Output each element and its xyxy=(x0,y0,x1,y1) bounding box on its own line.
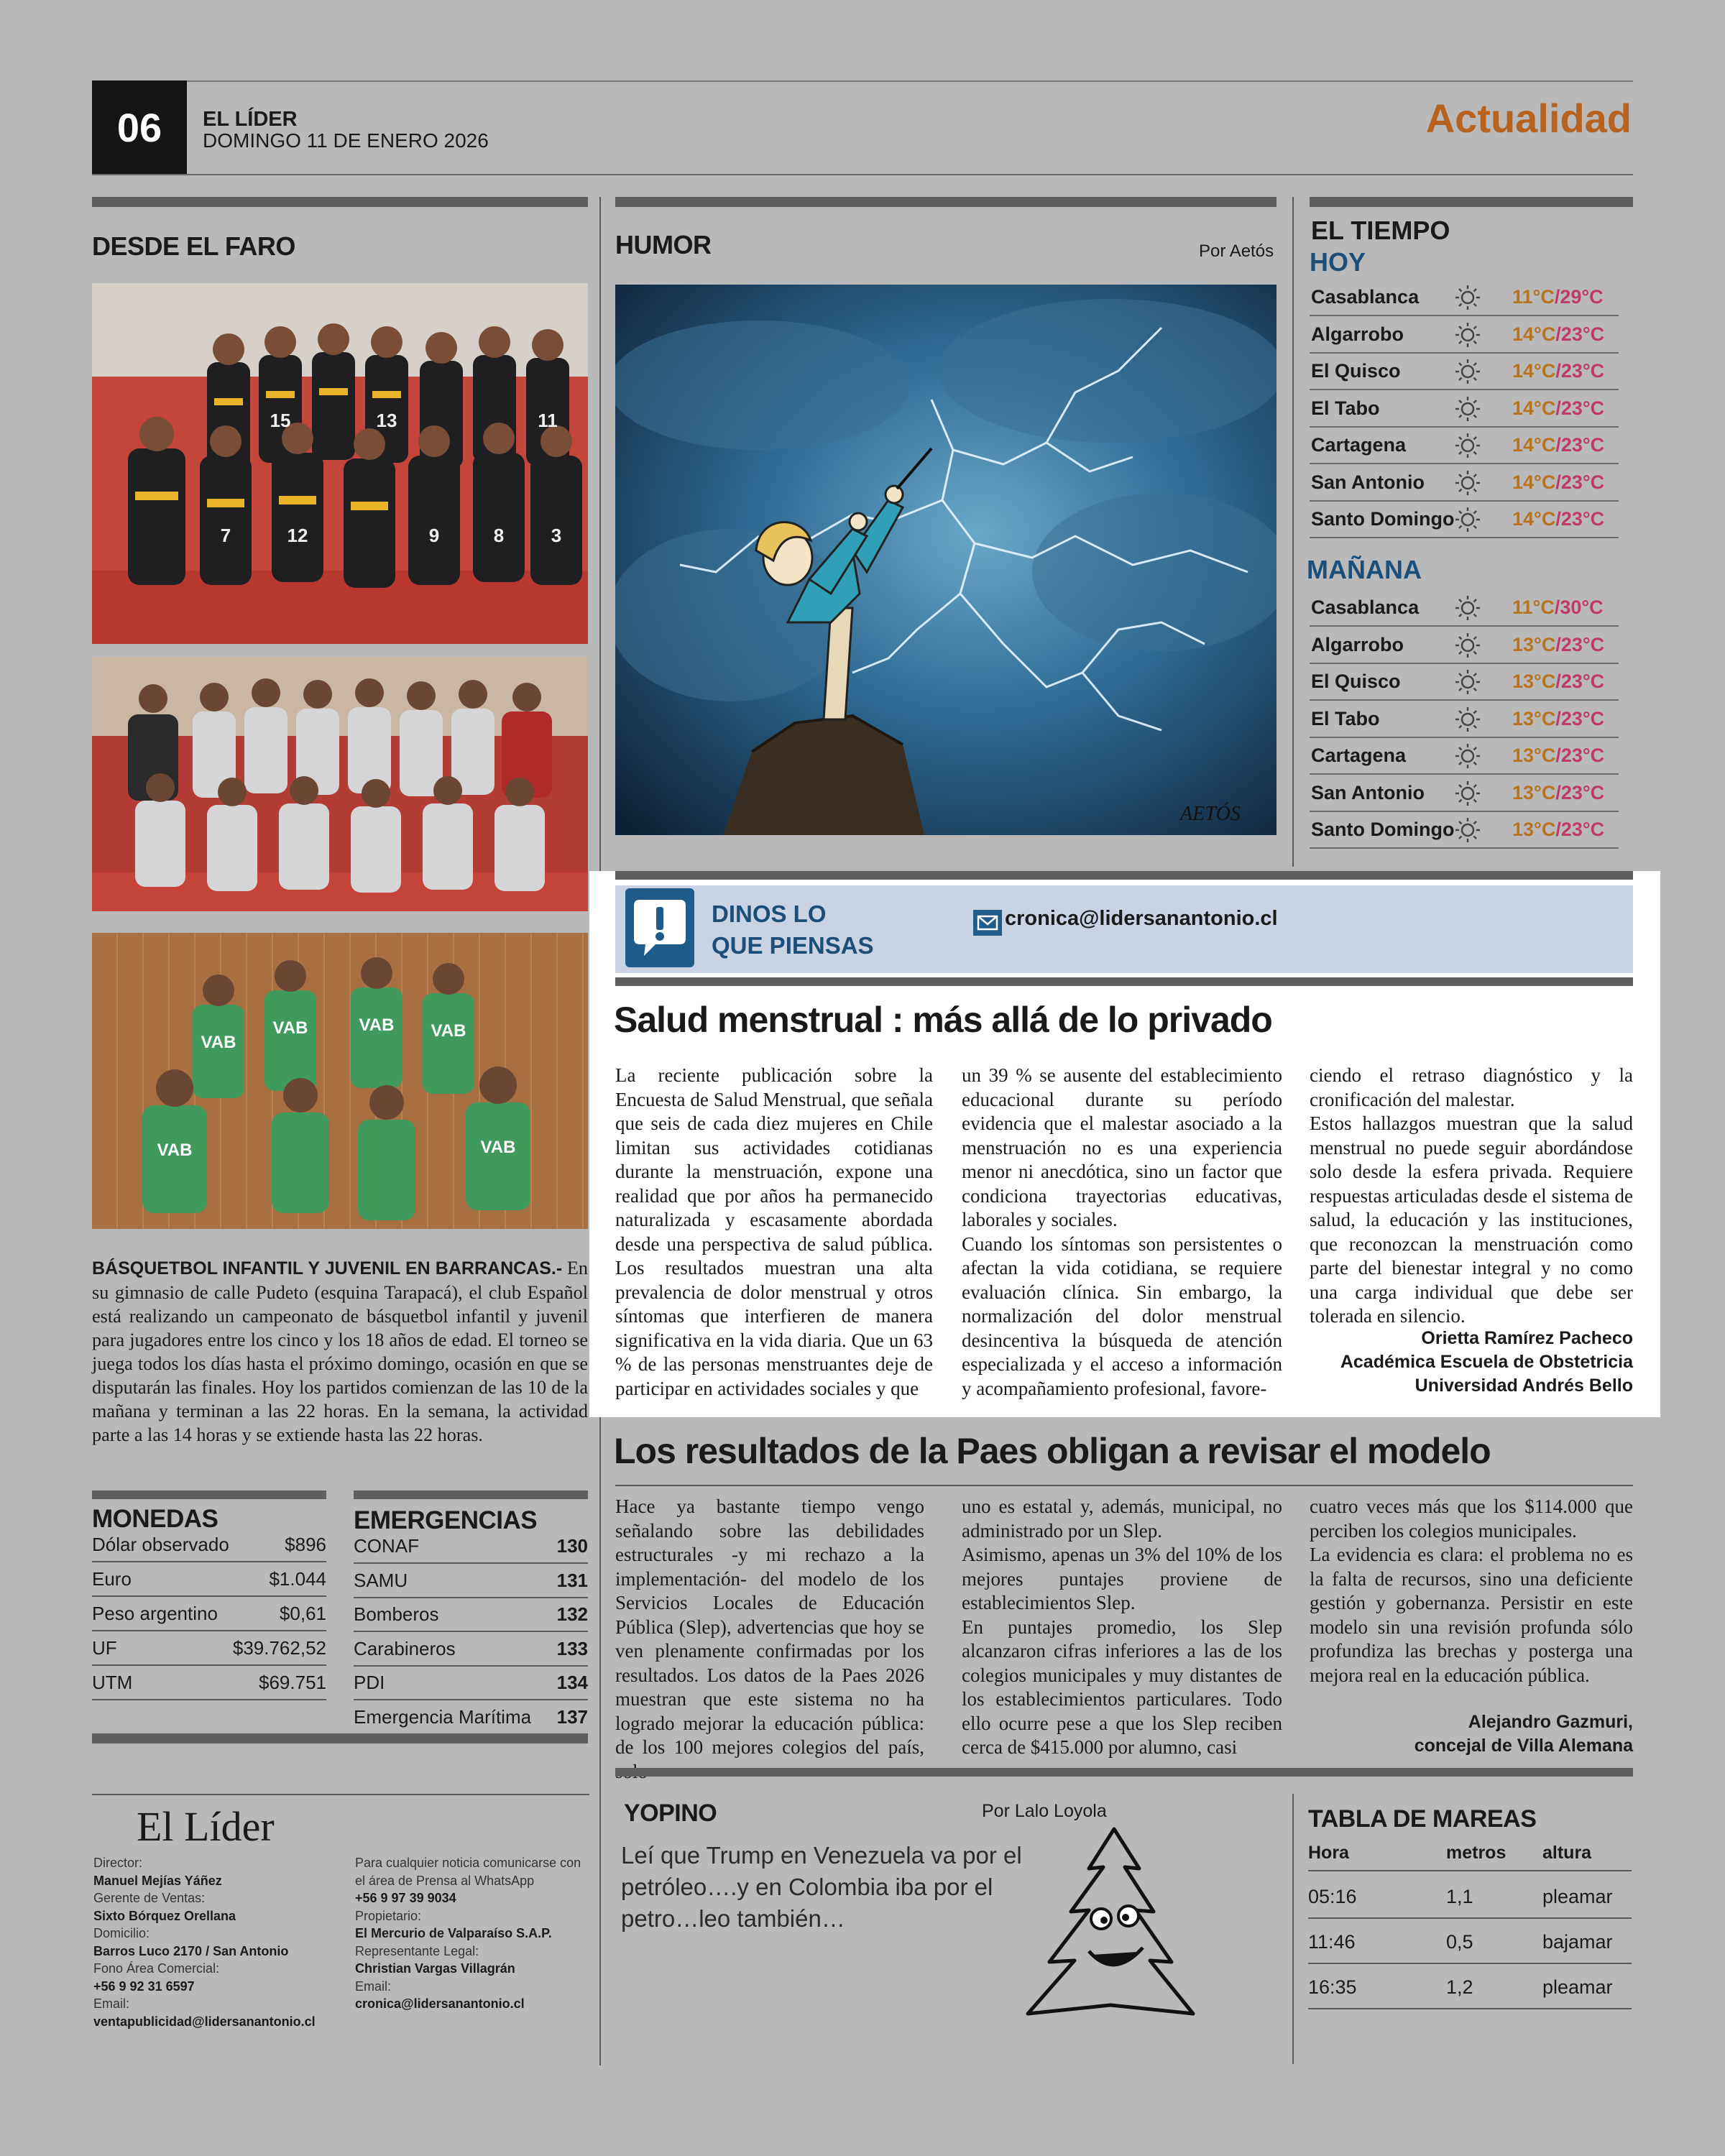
monedas-value: $1.044 xyxy=(269,1568,326,1590)
humor-author: Por Aetós xyxy=(1199,241,1274,261)
mareas-header-metros: metros xyxy=(1446,1843,1506,1863)
emergencias-row xyxy=(354,1667,588,1700)
sun-icon xyxy=(1453,816,1482,844)
page-number: 06 xyxy=(92,80,187,174)
monedas-label: UTM xyxy=(92,1672,133,1693)
sun-icon xyxy=(1453,742,1482,770)
mareas-altura: pleamar xyxy=(1542,1886,1613,1907)
weather-temp xyxy=(1512,708,1604,730)
weather-city: Algarrobo xyxy=(1311,323,1404,345)
staff-label: Propietario: xyxy=(355,1908,422,1923)
monedas-label: Euro xyxy=(92,1568,132,1590)
humor-top-bar xyxy=(615,197,1276,207)
article1-title: Salud menstrual : más allá de lo privado xyxy=(614,1000,1272,1040)
weather-title: EL TIEMPO xyxy=(1311,216,1450,245)
temp-min: 14°C xyxy=(1512,434,1556,456)
weather-row xyxy=(1310,665,1619,701)
temp-max: /29°C xyxy=(1554,286,1604,308)
jersey-number: 12 xyxy=(287,525,308,546)
weather-row xyxy=(1310,392,1619,428)
emergencias-label: PDI xyxy=(354,1672,385,1693)
weather-temp xyxy=(1512,397,1604,420)
yopino-author: Por Lalo Loyola xyxy=(982,1801,1107,1821)
cartoon-signature: AETÓS xyxy=(1180,803,1241,825)
faro-caption-head: BÁSQUETBOL INFANTIL Y JUVENIL EN BARRANCAS.- xyxy=(92,1258,563,1279)
temp-max: /23°C xyxy=(1555,471,1605,493)
sun-icon xyxy=(1453,431,1482,460)
weather-row xyxy=(1310,354,1619,390)
weather-temp xyxy=(1512,634,1604,656)
emergencias-value: 131 xyxy=(556,1569,588,1591)
weather-city: Cartagena xyxy=(1311,434,1407,456)
article2-paragraph: Hace ya bastante tiempo vengo señalando sobre las debilidades estructurales -y mi rechazo a la implementación- del modelo de los Servicios Locales de Educación Pública (Slep), advertencias que hoy se ven plenamente confirmadas por los resultados. Los datos de la Paes 2026 muestran que este sistema no ha logrado mejorar la educación pública: de los 100 mejores colegios del país, xyxy=(615,1496,924,1758)
temp-min: 13°C xyxy=(1512,707,1556,729)
monedas-row xyxy=(92,1667,326,1700)
yopino-title: YOPINO xyxy=(624,1800,717,1827)
exclamation-icon xyxy=(625,888,694,967)
staff-label: Para cualquier noticia comunicarse con el área de Prensa al WhatsApp xyxy=(355,1856,581,1888)
emergencias-value: 134 xyxy=(556,1672,588,1693)
weather-temp xyxy=(1512,745,1604,767)
weather-city: San Antonio xyxy=(1311,781,1425,803)
monedas-row xyxy=(92,1564,326,1597)
sun-icon xyxy=(1453,357,1482,386)
emergencias-label: CONAF xyxy=(354,1535,419,1557)
faro-title: DESDE EL FARO xyxy=(92,231,295,261)
el-lider-logo: El Líder xyxy=(137,1803,275,1850)
sun-icon xyxy=(1453,283,1482,312)
mareas-hora: 16:35 xyxy=(1308,1976,1357,1998)
yopino-text: Leí que Trump en Venezuela va por el petróleo….y en Colombia iba por el petro…leo también… xyxy=(621,1842,1022,1932)
dinos-label-line1: DINOS LO xyxy=(712,900,827,927)
team-photo-1 xyxy=(92,283,588,644)
column-divider xyxy=(1292,197,1294,867)
jersey-number: 11 xyxy=(538,410,558,431)
article2-signature xyxy=(1414,1710,1633,1758)
team-photo-3 xyxy=(92,933,588,1229)
article2-paragraph: uno es estatal y, además, municipal, no administrado por un Slep. xyxy=(962,1496,1282,1542)
header-top-rule xyxy=(92,80,1633,82)
emergencias-value: 133 xyxy=(556,1637,588,1659)
temp-min: 11°C xyxy=(1512,286,1555,308)
article1-paragraph: Cuando los síntomas son persistentes o afectan la vida cotidiana, se requiere evaluación clínica. Sin embargo, la normalización del dolor menstrual desincentiva la búsqueda de atención especializada y el acceso a información y acompañamiento profesional, favore- xyxy=(962,1233,1282,1399)
temp-min: 14°C xyxy=(1512,323,1556,345)
article1-col3 xyxy=(1310,1064,1633,1329)
weather-row xyxy=(1310,591,1619,627)
article1-role: Académica Escuela de Obstetricia xyxy=(1340,1352,1633,1372)
weather-row xyxy=(1310,702,1619,738)
tables-bottom-bar xyxy=(92,1733,588,1743)
temp-min: 14°C xyxy=(1512,360,1556,382)
jersey-text: VAB xyxy=(359,1015,395,1035)
emergencias-title: EMERGENCIAS xyxy=(354,1506,538,1534)
monedas-label: Peso argentino xyxy=(92,1603,218,1624)
tree-cartoon xyxy=(1021,1825,1200,2027)
monedas-row xyxy=(92,1598,326,1631)
staff-label: Director: xyxy=(93,1856,143,1870)
sun-icon xyxy=(1453,668,1482,696)
dinos-label-line2: QUE PIENSAS xyxy=(712,932,874,959)
weather-temp xyxy=(1512,360,1604,382)
monedas-value: $69.751 xyxy=(259,1672,326,1693)
dinos-email[interactable]: cronica@lidersanantonio.cl xyxy=(1005,907,1278,930)
jersey-number: 7 xyxy=(220,525,231,546)
article1-paragraph: ciendo el retraso diagnóstico y la cronificación del malestar. xyxy=(1310,1064,1633,1110)
temp-min: 11°C xyxy=(1512,596,1555,618)
weather-temp xyxy=(1512,434,1604,456)
temp-max: /23°C xyxy=(1555,397,1605,419)
emergencias-row xyxy=(354,1531,588,1564)
jersey-text: VAB xyxy=(201,1033,236,1052)
temp-max: /23°C xyxy=(1555,434,1605,456)
weather-city: Santo Domingo xyxy=(1311,819,1455,840)
emergencias-value: 137 xyxy=(556,1705,588,1728)
temp-max: /30°C xyxy=(1554,596,1604,618)
staff-value: cronica@lidersanantonio.cl xyxy=(355,1996,525,2011)
staff-value: Christian Vargas Villagrán xyxy=(355,1961,515,1976)
article2-paragraph: La evidencia es clara: el problema no es la falta de recursos, sino una deficiente gestión y gobernanza. Persistir en este modelo sin una revisión profunda sólo profundiza las brechas y posterga una mejora real en la educación pública. xyxy=(1310,1544,1633,1686)
jersey-text: VAB xyxy=(480,1138,516,1157)
emergencias-label: SAMU xyxy=(354,1569,408,1591)
monedas-top-bar xyxy=(92,1491,326,1499)
mareas-altura: bajamar xyxy=(1542,1931,1613,1953)
staff-value: El Mercurio de Valparaíso S.A.P. xyxy=(355,1926,552,1940)
staff-label: Email: xyxy=(355,1978,392,1994)
article1-paragraph: La reciente publicación sobre la Encuesta de Salud Menstrual, que señala que seis de cada diez mujeres en Chile limitan sus actividades cotidianas durante la menstruación, expone una realidad que por años ha permanecido naturalizada y escasamente abordada desde una perspectiva de salud pública. Los resultados muestran una alta prevalencia de dolor menstrual y otros síntomas que interfieren de manera significativa en la vida diaria. Que un 63 % de las personas menstruantes deje de participar en actividades sociales y que xyxy=(615,1064,933,1399)
jersey-text: VAB xyxy=(272,1018,308,1038)
monedas-value: $39.762,52 xyxy=(232,1637,326,1659)
weather-temp xyxy=(1512,323,1604,346)
article1-paragraph: un 39 % se ausente del establecimiento educacional durante su período evidencia que el malestar asociado a la menstruación no es una experiencia menor ni anecdótica, sino un factor que condiciona trayectorias educativas, laborales y sociales. xyxy=(962,1064,1282,1230)
weather-temp xyxy=(1512,671,1604,693)
header-bottom-rule xyxy=(92,174,1633,175)
monedas-value: $0,61 xyxy=(279,1603,326,1624)
sun-icon xyxy=(1453,705,1482,734)
monedas-title: MONEDAS xyxy=(92,1505,218,1533)
article2-author: Alejandro Gazmuri, xyxy=(1468,1712,1633,1732)
temp-max: /23°C xyxy=(1555,819,1605,840)
temp-min: 13°C xyxy=(1512,819,1556,840)
weather-city: San Antonio xyxy=(1311,471,1425,493)
emergencias-top-bar xyxy=(354,1491,588,1499)
monedas-label: Dólar observado xyxy=(92,1534,229,1555)
faro-caption xyxy=(92,1256,588,1447)
temp-min: 14°C xyxy=(1512,471,1556,493)
mareas-title: TABLA DE MAREAS xyxy=(1308,1805,1537,1833)
jersey-number: 9 xyxy=(428,525,440,546)
staff-value: +56 9 92 31 6597 xyxy=(93,1978,195,1994)
temp-min: 14°C xyxy=(1512,508,1556,530)
temp-min: 13°C xyxy=(1512,671,1556,692)
weather-tomorrow-label: MAÑANA xyxy=(1307,555,1422,584)
article2-paragraph: En puntajes promedio, los Slep alcanzaron cifras inferiores a las de los colegios municipales y muy distantes de los establecimientos particulares. Todo ello ocurre pese a que los Slep reciben cerca de $415.000 por alumno, casi xyxy=(962,1616,1282,1758)
jersey-text: VAB xyxy=(157,1141,193,1160)
weather-city: Santo Domingo xyxy=(1311,508,1455,530)
team-photo-2 xyxy=(92,657,588,911)
mareas-altura: pleamar xyxy=(1542,1976,1613,1998)
temp-max: /23°C xyxy=(1555,745,1605,766)
weather-temp xyxy=(1512,596,1604,619)
staff-top-rule xyxy=(92,1794,589,1795)
dinos-label xyxy=(712,898,874,962)
weather-city: Casablanca xyxy=(1311,596,1420,618)
staff-label: Email: xyxy=(93,1996,130,2011)
emergencias-row xyxy=(354,1599,588,1632)
article2-col2 xyxy=(962,1495,1282,1760)
faro-caption-body: En su gimnasio de calle Pudeto (esquina Tarapacá), el club Español está realizando un campeonato de básquetbol infantil y juvenil para jugadores entre los cinco y los 18 años de edad. El torneo se juega todos los días hasta el próximo domingo, ocasión en que se disputarán las finales. Hoy los partidos comienzan de las 10 de la mañana y terminan a las 22 horas. En la semana, la actividad parte a las 14 horas y se extiende hasta las 22 horas. xyxy=(92,1258,588,1445)
mareas-header-altura: altura xyxy=(1542,1843,1592,1863)
weather-row xyxy=(1310,739,1619,775)
staff-label: Fono Área Comercial: xyxy=(93,1961,220,1976)
weather-row xyxy=(1310,813,1619,849)
temp-min: 13°C xyxy=(1512,745,1556,766)
mareas-metros: 0,5 xyxy=(1446,1931,1473,1953)
paper-name: EL LÍDER xyxy=(203,108,298,131)
column-divider xyxy=(1292,1794,1294,2064)
weather-city: El Tabo xyxy=(1311,397,1380,419)
sun-icon xyxy=(1453,321,1482,349)
temp-max: /23°C xyxy=(1555,707,1605,729)
mareas-header xyxy=(1308,1841,1632,1871)
article2-paragraph: cuatro veces más que los $114.000 que perciben los colegios municipales. xyxy=(1310,1496,1633,1542)
article2-col1 xyxy=(615,1495,924,1784)
staff-label: Domicilio: xyxy=(93,1926,150,1940)
monedas-value: $896 xyxy=(285,1534,326,1555)
weather-row xyxy=(1310,502,1619,538)
staff-value: Sixto Bórquez Orellana xyxy=(93,1908,236,1923)
staff-value: Manuel Mejías Yáñez xyxy=(93,1873,222,1888)
lower-top-bar xyxy=(615,1768,1633,1777)
temp-max: /23°C xyxy=(1555,633,1605,655)
weather-row xyxy=(1310,466,1619,502)
article2-title-rule xyxy=(615,1485,1633,1486)
temp-max: /23°C xyxy=(1555,671,1605,692)
emergencias-row xyxy=(354,1702,588,1735)
staff-value: +56 9 97 39 9034 xyxy=(355,1891,456,1905)
humor-title: HUMOR xyxy=(615,230,712,259)
issue-date: DOMINGO 11 DE ENERO 2026 xyxy=(203,129,489,152)
temp-min: 13°C xyxy=(1512,781,1556,803)
weather-temp xyxy=(1512,471,1604,494)
mareas-metros: 1,2 xyxy=(1446,1976,1473,1998)
mareas-hora: 05:16 xyxy=(1308,1886,1357,1907)
staff-left xyxy=(93,1854,345,2030)
mareas-row xyxy=(1308,1918,1632,1964)
emergencias-row xyxy=(354,1565,588,1598)
weather-temp xyxy=(1512,819,1604,841)
weather-top-bar xyxy=(1310,197,1633,207)
temp-max: /23°C xyxy=(1555,508,1605,530)
article1-institution: Universidad Andrés Bello xyxy=(1414,1376,1633,1396)
jersey-text: VAB xyxy=(431,1021,466,1041)
emergencias-label: Bomberos xyxy=(354,1603,439,1625)
emergencias-label: Emergencia Marítima xyxy=(354,1705,532,1728)
weather-row xyxy=(1310,318,1619,354)
monedas-label: UF xyxy=(92,1637,117,1659)
article1-author: Orietta Ramírez Pacheco xyxy=(1421,1328,1633,1348)
weather-city: Casablanca xyxy=(1311,286,1420,308)
weather-city: El Quisco xyxy=(1311,671,1401,692)
article2-paragraph: Asimismo, apenas un 3% del 10% de los mejores puntajes proviene de establecimientos Slep. xyxy=(962,1544,1282,1613)
weather-row xyxy=(1310,428,1619,464)
weather-row xyxy=(1310,628,1619,664)
emergencias-row xyxy=(354,1634,588,1667)
dinos-top-bar xyxy=(615,871,1633,880)
weather-city: El Quisco xyxy=(1311,360,1401,382)
mail-icon xyxy=(973,910,1002,936)
weather-today-label: HOY xyxy=(1310,247,1366,277)
staff-value: Barros Luco 2170 / San Antonio xyxy=(93,1943,289,1958)
mareas-row xyxy=(1308,1963,1632,2009)
monedas-row xyxy=(92,1529,326,1562)
article2-role: concejal de Villa Alemana xyxy=(1414,1736,1633,1756)
staff-right xyxy=(355,1854,592,2013)
staff-label: Representante Legal: xyxy=(355,1943,479,1958)
section-title: Actualidad xyxy=(1425,96,1632,141)
jersey-number: 13 xyxy=(376,410,397,431)
weather-city: El Tabo xyxy=(1311,707,1380,729)
temp-max: /23°C xyxy=(1555,323,1605,345)
faro-top-bar xyxy=(92,197,588,207)
weather-temp xyxy=(1512,508,1604,530)
staff-value: ventapublicidad@lidersanantonio.cl xyxy=(93,2014,316,2029)
article2-title: Los resultados de la Paes obligan a revisar el modelo xyxy=(614,1431,1491,1471)
weather-temp xyxy=(1512,286,1604,308)
temp-min: 13°C xyxy=(1512,633,1556,655)
mareas-metros: 1,1 xyxy=(1446,1886,1473,1907)
sun-icon xyxy=(1453,469,1482,497)
weather-row xyxy=(1310,280,1619,316)
humor-cartoon xyxy=(615,285,1276,835)
article1-col2 xyxy=(962,1064,1282,1401)
jersey-number: 15 xyxy=(270,410,291,431)
sun-icon xyxy=(1453,395,1482,423)
temp-max: /23°C xyxy=(1555,360,1605,382)
sun-icon xyxy=(1453,631,1482,660)
weather-row xyxy=(1310,776,1619,812)
emergencias-value: 130 xyxy=(556,1535,588,1557)
weather-city: Cartagena xyxy=(1311,745,1407,766)
article1-paragraph: Estos hallazgos muestran que la salud menstrual no puede seguir abordándose solo desde la esfera privada. Requiere respuestas articuladas desde el sistema de salud, la educación y las instituciones, que reconozcan la menstruación como parte del bienestar integral y no como una carga individual que debe ser tolerada en silencio. xyxy=(1310,1112,1633,1327)
article2-col3 xyxy=(1310,1495,1633,1687)
article1-col1 xyxy=(615,1064,933,1401)
jersey-number: 8 xyxy=(493,525,505,546)
jersey-number: 3 xyxy=(551,525,562,546)
sun-icon xyxy=(1453,779,1482,808)
temp-max: /23°C xyxy=(1555,781,1605,803)
weather-city: Algarrobo xyxy=(1311,633,1404,655)
article1-signature xyxy=(1340,1327,1633,1398)
dinos-bottom-bar xyxy=(615,977,1633,986)
sun-icon xyxy=(1453,505,1482,534)
mareas-row xyxy=(1308,1873,1632,1919)
staff-label: Gerente de Ventas: xyxy=(93,1891,206,1905)
mareas-hora: 11:46 xyxy=(1308,1931,1356,1953)
temp-min: 14°C xyxy=(1512,397,1556,419)
emergencias-label: Carabineros xyxy=(354,1637,456,1659)
mareas-header-hora: Hora xyxy=(1308,1843,1349,1863)
emergencias-value: 132 xyxy=(556,1603,588,1625)
sun-icon xyxy=(1453,594,1482,622)
weather-temp xyxy=(1512,782,1604,804)
monedas-row xyxy=(92,1633,326,1666)
